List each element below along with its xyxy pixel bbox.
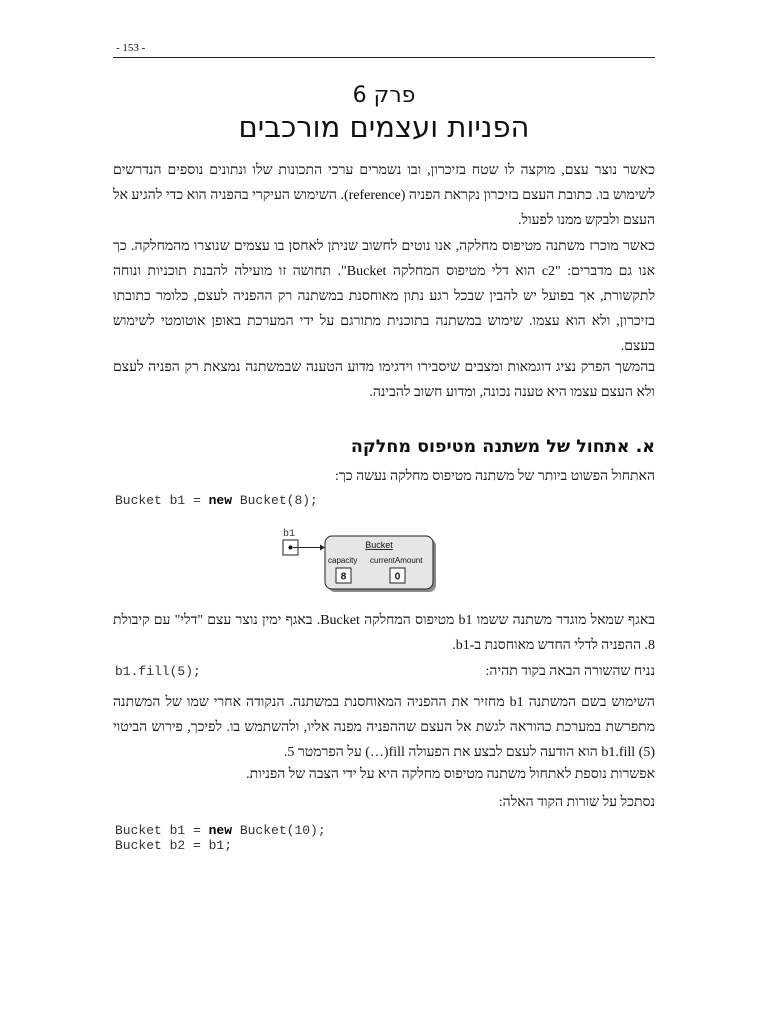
- code-text: Bucket(10);: [232, 823, 326, 838]
- diagram-var-label: b1: [283, 529, 296, 540]
- code-line-4: Bucket b2 = b1;: [115, 838, 233, 853]
- intro-paragraph-3: בהמשך הפרק נציג דוגמאות ומצבים שיסבירו וידגימו מדוע הטענה שבמשתנה נמצאת רק הפניה לעצם ולא העצם עצמו היא טענה נכונה, ומדוע חשוב להבינה.: [113, 360, 655, 400]
- section-heading: א. אתחול של משתנה מטיפוס מחלקה: [350, 437, 655, 457]
- page-number: - 153 -: [116, 42, 146, 54]
- intro-paragraph-1: כאשר נוצר עצם, מוקצה לו שטח בזיכרון, ובו נשמרים ערכי התכונות שלו ונתונים נוספים הנדרשים לשימוש בו. כתובת העצם בזיכרון נקראת הפניה (reference). השימוש העיקרי בהפניה הוא כדי להגיע אל העצם ולבקש ממנו לפעול.: [113, 163, 655, 228]
- code-line-1: [115, 494, 318, 508]
- field-name-current-amount: currentAmount: [370, 556, 423, 565]
- field-value-capacity: 8: [340, 571, 347, 583]
- code-line-2: b1.fill(5);: [115, 664, 201, 679]
- code-text: Bucket b1 =: [115, 823, 209, 838]
- paragraph-lines: נסתכל על שורות הקוד האלה:: [498, 795, 655, 810]
- code-text: Bucket b1 =: [115, 493, 209, 508]
- paragraph-fill-2: אפשרות נוספת לאתחול משתנה מטיפוס מחלקה היא על ידי הצבה של הפניות.: [246, 767, 655, 782]
- paragraph-after-diagram: באגף שמאל מוגדר משתנה ששמו b1 מטיפוס המחלקה Bucket. באגף ימין נוצר עצם "דלי" עם קיבולת 8. ההפניה לדלי החדש מאוחסנת ב-b1.: [113, 613, 655, 653]
- reference-dot-icon: [289, 546, 293, 550]
- object-diagram: [278, 522, 438, 594]
- header-rule: [113, 57, 655, 58]
- intro-paragraph-2: כאשר מוכרז משתנה מטיפוס מחלקה, אנו נוטים לחשוב שניתן לאחסן בו עצמים שנוצרו מהמחלקה. כך אנו גם מדברים: "c2 הוא דלי מטיפוס המחלקה Bucket". תחושה זו מועילה להבנת תוכניות ונוחה לתקשורת, אך בפועל יש להבין שבכל רגע נתון מאוחסנת במשתנה רק ההפניה לעצם, כלומר כתובתו בזיכרון, ולא הוא עצמו. שימוש במשתנה בתוכנית מתורגם על ידי המערכת באופן אוטומטי לשימוש בעצם.: [113, 239, 656, 354]
- arrow-head-icon: [320, 545, 325, 551]
- code-2-label: נניח שהשורה הבאה בקוד תהיה:: [485, 664, 655, 679]
- object-class-name: Bucket: [365, 540, 393, 550]
- field-value-current-amount: 0: [394, 571, 401, 583]
- chapter-title: הפניות ועצמים מורכבים: [238, 110, 530, 144]
- paragraph-fill-1: השימוש בשם המשתנה b1 מחזיר את ההפניה המאוחסנת במשתנה. הנקודה אחרי שמו של המשתנה מתפרשת במערכת כהוראה לגשת אל העצם שההפניה מפנה אליו, ולהשתמש בו. לפיכך, פירוש הביטוי b1.fill (5) הוא הודעה לעצם לבצע את הפעולה fill(…) על הפרמטר 5.: [113, 695, 655, 760]
- code-text: Bucket(8);: [232, 493, 318, 508]
- section-lead: האתחול הפשוט ביותר של משתנה מטיפוס מחלקה נעשה כך:: [334, 469, 655, 484]
- code-keyword: new: [208, 493, 233, 508]
- code-line-3: [115, 824, 326, 838]
- code-keyword: new: [208, 823, 233, 838]
- field-name-capacity: capacity: [328, 556, 358, 565]
- chapter-label: פרק 6: [352, 83, 416, 108]
